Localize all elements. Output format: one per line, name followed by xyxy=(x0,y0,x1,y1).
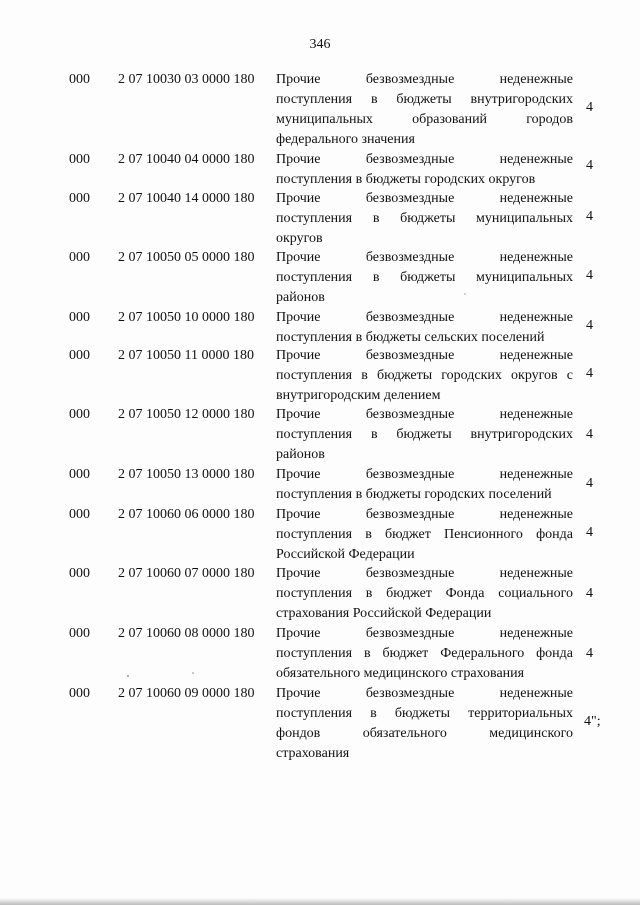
norm-value: 4 xyxy=(586,318,593,333)
budget-classification-code: 2 07 10060 07 0000 180 xyxy=(118,566,255,581)
admin-code: 000 xyxy=(69,467,90,482)
scan-bottom-edge xyxy=(0,898,640,905)
description-line: фондов обязательного медицинского xyxy=(276,726,573,741)
norm-value: 4 xyxy=(586,268,593,283)
description-line: поступления в бюджеты внутригородских xyxy=(276,92,573,107)
scan-speck xyxy=(192,672,194,674)
description-line: обязательного медицинского страхования xyxy=(276,666,525,681)
description-line: поступления в бюджеты городских округов xyxy=(276,172,536,187)
budget-classification-code: 2 07 10050 11 0000 180 xyxy=(118,348,254,363)
admin-code: 000 xyxy=(69,152,90,167)
budget-classification-code: 2 07 10060 08 0000 180 xyxy=(118,626,255,641)
description-line: Прочие безвозмездные неденежные xyxy=(276,467,573,482)
budget-classification-code: 2 07 10050 10 0000 180 xyxy=(118,310,255,325)
description-line: поступления в бюджеты городских округов с xyxy=(276,368,573,383)
norm-value: 4 xyxy=(586,366,593,381)
norm-value: 4 xyxy=(586,586,593,601)
norm-value: 4 xyxy=(586,646,593,661)
description-line: поступления в бюджет Федерального фонда xyxy=(276,646,573,661)
description-line: поступления в бюджеты муниципальных xyxy=(276,211,573,226)
norm-value: 4 xyxy=(586,525,593,540)
description-line: Прочие безвозмездные неденежные xyxy=(276,348,573,363)
norm-value: 4 xyxy=(586,158,593,173)
admin-code: 000 xyxy=(69,407,90,422)
description-line: федерального значения xyxy=(276,132,415,147)
admin-code: 000 xyxy=(69,686,90,701)
description-line: Прочие безвозмездные неденежные xyxy=(276,507,573,522)
budget-classification-code: 2 07 10050 13 0000 180 xyxy=(118,467,255,482)
budget-classification-code: 2 07 10030 03 0000 180 xyxy=(118,72,255,87)
description-line: поступления в бюджеты городских поселений xyxy=(276,487,552,502)
admin-code: 000 xyxy=(69,566,90,581)
description-line: районов xyxy=(276,447,325,462)
description-line: Прочие безвозмездные неденежные xyxy=(276,191,573,206)
description-line: Прочие безвозмездные неденежные xyxy=(276,407,573,422)
description-line: Прочие безвозмездные неденежные xyxy=(276,310,573,325)
description-line: Прочие безвозмездные неденежные xyxy=(276,152,573,167)
description-line: поступления в бюджеты сельских поселений xyxy=(276,330,545,345)
budget-classification-code: 2 07 10040 04 0000 180 xyxy=(118,152,255,167)
description-line: Прочие безвозмездные неденежные xyxy=(276,250,573,265)
description-line: поступления в бюджет Пенсионного фонда xyxy=(276,527,573,542)
description-line: поступления в бюджет Фонда социального xyxy=(276,586,573,601)
scan-speck xyxy=(127,675,129,677)
admin-code: 000 xyxy=(69,191,90,206)
admin-code: 000 xyxy=(69,310,90,325)
page-number: 346 xyxy=(309,37,331,52)
admin-code: 000 xyxy=(69,72,90,87)
budget-classification-code: 2 07 10050 05 0000 180 xyxy=(118,250,255,265)
description-line: поступления в бюджеты территориальных xyxy=(276,706,573,721)
description-line: Прочие безвозмездные неденежные xyxy=(276,72,573,87)
budget-classification-code: 2 07 10050 12 0000 180 xyxy=(118,407,255,422)
scan-speck xyxy=(464,293,465,294)
admin-code: 000 xyxy=(69,626,90,641)
description-line: страхования xyxy=(276,746,350,761)
budget-classification-code: 2 07 10060 06 0000 180 xyxy=(118,507,255,522)
admin-code: 000 xyxy=(69,507,90,522)
norm-value: 4"; xyxy=(584,714,601,729)
admin-code: 000 xyxy=(69,250,90,265)
description-line: Прочие безвозмездные неденежные xyxy=(276,566,573,581)
budget-classification-code: 2 07 10040 14 0000 180 xyxy=(118,191,255,206)
budget-classification-code: 2 07 10060 09 0000 180 xyxy=(118,686,255,701)
description-line: страхования Российской Федерации xyxy=(276,606,492,621)
description-line: Прочие безвозмездные неденежные xyxy=(276,686,573,701)
description-line: округов xyxy=(276,231,323,246)
description-line: поступления в бюджеты внутригородских xyxy=(276,427,573,442)
description-line: поступления в бюджеты муниципальных xyxy=(276,270,573,285)
admin-code: 000 xyxy=(69,348,90,363)
description-line: Российской Федерации xyxy=(276,547,415,562)
description-line: муниципальных образований городов xyxy=(276,112,573,127)
norm-value: 4 xyxy=(586,100,593,115)
description-line: районов xyxy=(276,290,325,305)
description-line: Прочие безвозмездные неденежные xyxy=(276,626,573,641)
norm-value: 4 xyxy=(586,427,593,442)
norm-value: 4 xyxy=(586,476,593,491)
description-line: внутригородским делением xyxy=(276,388,441,403)
norm-value: 4 xyxy=(586,209,593,224)
